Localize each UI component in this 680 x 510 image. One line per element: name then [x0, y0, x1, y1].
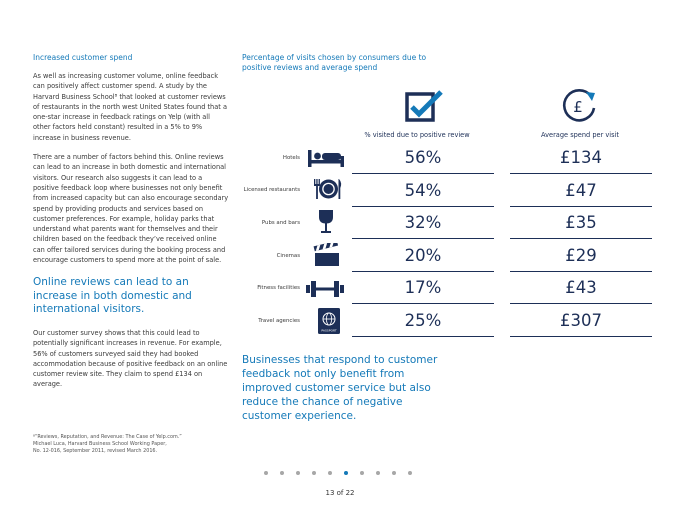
spend-fitness-facilities: £43 [565, 278, 597, 297]
bed-icon [307, 148, 345, 168]
percent-pubs-and-bars: 32% [404, 213, 442, 232]
plate-cutlery-icon [313, 177, 343, 201]
clapperboard-icon [313, 243, 341, 267]
row-divider [352, 238, 494, 239]
page-dot[interactable] [264, 471, 268, 475]
infographic-title: Percentage of visits chosen by consumers due to positive reviews and average spend [242, 53, 427, 72]
percent-cinemas: 20% [404, 246, 442, 265]
passport-icon [317, 307, 341, 335]
spend-hotels: £134 [560, 148, 602, 167]
row-divider [510, 238, 652, 239]
row-divider [510, 336, 652, 337]
page-dot[interactable] [280, 471, 284, 475]
passport-label: PASSPORT [321, 328, 337, 333]
row-label-fitness-facilities: Fitness facilities [257, 285, 300, 291]
column-header-spend: Average spend per visit [541, 131, 619, 139]
row-divider [510, 206, 652, 207]
page-dot[interactable] [312, 471, 316, 475]
row-divider [352, 303, 494, 304]
spend-pubs-and-bars: £35 [565, 213, 597, 232]
page-dot[interactable] [376, 471, 380, 475]
page-dot[interactable] [408, 471, 412, 475]
checkbox-tick-icon [404, 90, 444, 124]
row-divider [352, 173, 494, 174]
row-divider [510, 303, 652, 304]
dumbbell-icon [305, 279, 345, 299]
row-label-hotels: Hotels [282, 155, 300, 161]
row-divider [352, 206, 494, 207]
left-column [33, 53, 229, 390]
pound-cycle-icon [561, 88, 599, 126]
pull-quote: Online reviews can lead to an increase in both domestic and international visitors. [33, 276, 192, 315]
callout-quote: Businesses that respond to customer feedback not only benefit from improved customer service but also reduce the chance of negative customer experience. [242, 354, 438, 422]
spend-licensed-restaurants: £47 [565, 181, 597, 200]
footnote-line: No. 12-016, September 2011, revised March 2016. [33, 448, 158, 455]
row-divider [352, 271, 494, 272]
row-label-cinemas: Cinemas [276, 253, 300, 259]
percent-licensed-restaurants: 54% [404, 181, 442, 200]
footnote [33, 434, 253, 456]
percent-travel-agencies: 25% [404, 311, 442, 330]
svg-text:£: £ [573, 98, 583, 116]
page-dot[interactable] [360, 471, 364, 475]
row-divider [352, 336, 494, 337]
row-divider [510, 173, 652, 174]
column-header-percent: % visited due to positive review [364, 131, 470, 139]
wine-glass-icon [317, 209, 335, 234]
percent-fitness-facilities: 17% [404, 278, 442, 297]
row-label-licensed-restaurants: Licensed restaurants [243, 187, 300, 193]
page-dot[interactable] [328, 471, 332, 475]
spend-travel-agencies: £307 [560, 311, 602, 330]
page-dot[interactable] [392, 471, 396, 475]
row-label-pubs-and-bars: Pubs and bars [261, 220, 300, 226]
percent-hotels: 56% [404, 148, 442, 167]
body-paragraph-3: Our customer survey shows that this could lead to potentially significant increases in revenue. For example, 56% of customers surveyed said they had booked accommodation because of positive feedback on an online customer review site. They claim to spend £134 on average. [33, 328, 228, 389]
page-number: 13 of 22 [325, 489, 355, 497]
footnote-line: ⁸“Reviews, Reputation, and Revenue: The Case of Yelp.com.” [33, 434, 182, 440]
section-heading: Increased customer spend [33, 53, 133, 62]
row-label-travel-agencies: Travel agencies [258, 318, 300, 324]
row-divider [510, 271, 652, 272]
page-dot[interactable] [296, 471, 300, 475]
footnote-line: Michael Luca, Harvard Business School Working Paper, [33, 441, 167, 448]
spend-cinemas: £29 [565, 246, 597, 265]
body-paragraph-1: As well as increasing customer volume, online feedback can positively affect customer spend. A study by the Harvard Business School⁸ that looked at customer reviews of restaurants in the north west United States found that a one-star increase in feedback ratings on Yelp (with all other factors held constant) resulted in a 5% to 9% increase in business revenue. [33, 72, 228, 142]
body-paragraph-2: There are a number of factors behind this. Online reviews can lead to an increase in both domestic and international visitors. Our research also suggests it can lead to a positive feedback loop where businesses not only benefit from increased capacity but can also encourage secondary spend by providing products and services based on customer preferences. For example, holiday parks that understand what parents want for themselves and their children based on the feedback they’ve received online can offer tailored services during the booking process and encourage customers to spend more at the point of sale. [33, 153, 229, 265]
page-dot-active[interactable] [344, 471, 348, 475]
